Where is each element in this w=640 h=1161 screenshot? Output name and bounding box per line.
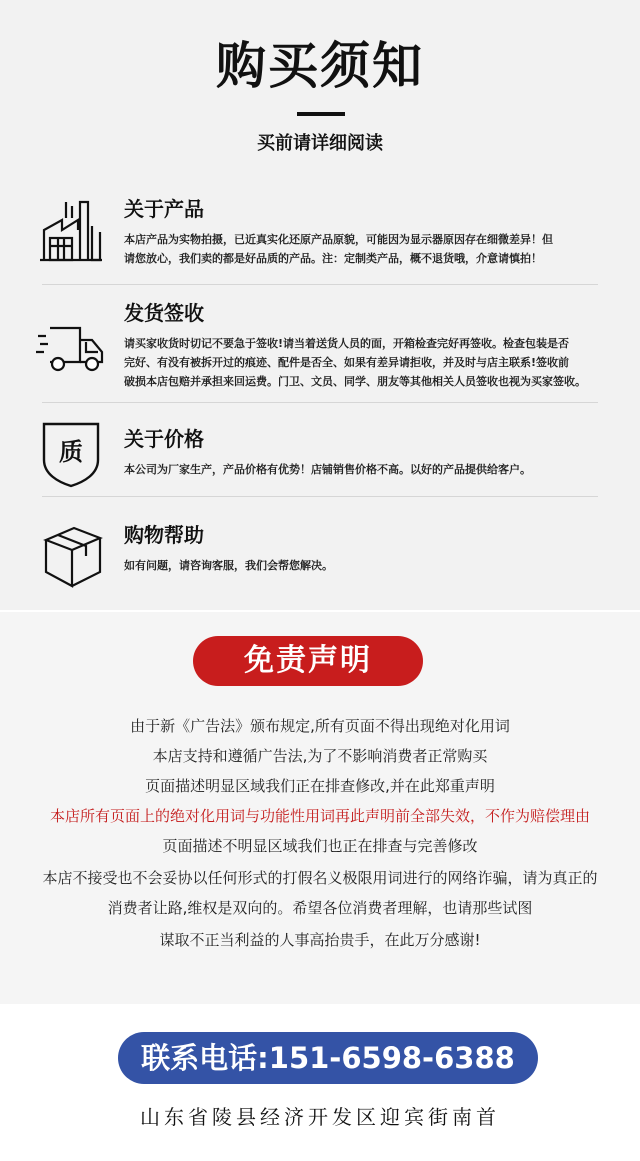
phone-number-banner[interactable]: 联系电话:151-6598-6388 [118,1032,538,1084]
item-line: 完好、有没有被拆开过的痕迹、配件是否全、如果有差异请拒收，并及时与店主联系!签收前 [124,356,570,369]
disclaimer-line: 页面描述明显区域我们正在排查修改,并在此郑重声明 [145,777,495,795]
disclaimer-title: 免责声明 [193,636,423,686]
disclaimer-line: 谋取不正当利益的人事高抬贵手，在此万分感谢! [159,931,481,949]
item-heading: 购物帮助 [124,523,204,547]
item-line: 如有问题，请咨询客服，我们会帮您解决。 [124,559,333,572]
item-line: 破损本店包赔并承担来回运费。门卫、文员、同学、朋友等其他相关人员签收也视为买家签收。 [124,375,586,388]
notice-item-product [36,196,606,266]
item-heading: 关于价格 [124,427,204,451]
section-divider [42,284,598,285]
notice-item-price [36,426,606,496]
disclaimer-section [0,612,640,1004]
title-divider [297,112,345,116]
quality-badge-icon [36,420,106,490]
notice-item-help [36,522,606,592]
item-description [124,334,612,391]
disclaimer-line: 页面描述不明显区域我们也正在排查与完善修改 [162,837,478,855]
disclaimer-line-highlight: 本店所有页面上的绝对化用词与功能性用词再此声明前全部失效，不作为赔偿理由 [49,807,590,825]
notice-subtitle: 买前请详细阅读 [257,133,383,154]
item-description [124,230,604,268]
disclaimer-line: 本店支持和遵循广告法,为了不影响消费者正常购买 [152,747,488,765]
delivery-truck-icon [36,316,106,386]
notice-title: 购买须知 [216,37,424,95]
disclaimer-line: 由于新《广告法》颁布规定,所有页面不得出现绝对化用词 [130,717,510,735]
item-description [124,460,604,479]
box-icon [36,522,106,592]
section-divider [42,402,598,403]
badge-text: 质 [59,438,83,466]
section-divider [42,496,598,497]
item-line: 请您放心，我们卖的都是好品质的产品。注：定制类产品，概不退货哦，介意请慎拍！ [124,252,542,265]
disclaimer-line: 本店不接受也不会妥协以任何形式的打假名义极限用词进行的网络诈骗，请为真正的 [42,869,598,887]
item-line: 本店产品为实物拍摄，已近真实化还原产品原貌，可能因为显示器原因存在细微差异！但 [124,233,553,246]
disclaimer-line: 消费者让路,维权是双向的。希望各位消费者理解，也请那些试图 [107,899,533,917]
store-address: 山东省陵县经济开发区迎宾街南首 [140,1105,500,1129]
notice-item-shipping [36,300,606,390]
item-line: 请买家收货时切记不要急于签收!请当着送货人员的面，开箱检查完好再签收。检查包装是否 [124,337,570,350]
item-description [124,556,604,575]
item-line: 本公司为厂家生产，产品价格有优势！店铺销售价格不高。以好的产品提供给客户。 [124,463,531,476]
item-heading: 关于产品 [124,197,204,221]
factory-icon [36,196,106,266]
item-heading: 发货签收 [124,301,204,325]
contact-section [0,1004,640,1161]
